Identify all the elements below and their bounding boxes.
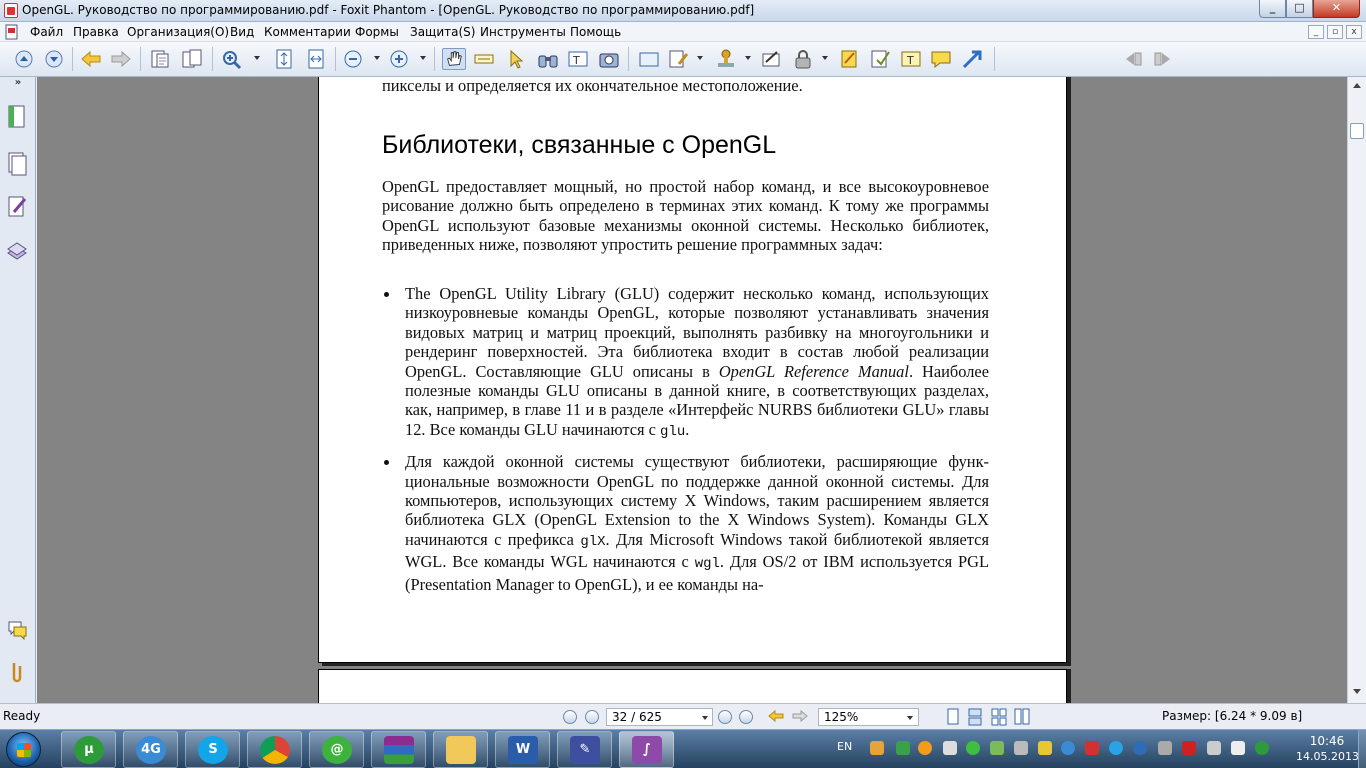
- italic-title: OpenGL Reference Manual: [718, 361, 909, 381]
- scroll-down-arrow[interactable]: [1353, 689, 1361, 694]
- tray-check-icon[interactable]: [896, 741, 910, 755]
- code-prefix: glX: [580, 533, 606, 550]
- list-item: [382, 452, 989, 594]
- find-next-icon[interactable]: [1150, 48, 1174, 70]
- mail-agent-icon: @: [322, 736, 352, 764]
- last-page-button[interactable]: [739, 710, 753, 724]
- bullet-list: [382, 284, 989, 604]
- zoom-in-icon[interactable]: [220, 48, 244, 70]
- two-page-view-icon[interactable]: [1014, 708, 1030, 726]
- open-file-icon[interactable]: [148, 48, 172, 70]
- menu-tools[interactable]: Инструменты: [480, 25, 566, 39]
- stamp-icon[interactable]: [714, 48, 738, 70]
- tray-notes-icon[interactable]: [1038, 741, 1052, 755]
- doc-restore-button[interactable]: ▫: [1327, 25, 1343, 39]
- pdf-page: [318, 77, 1067, 663]
- back-arrow-icon[interactable]: [79, 48, 103, 70]
- bullet-text: .: [685, 419, 690, 439]
- binoculars-icon[interactable]: [536, 48, 560, 70]
- intro-paragraph: OpenGL предоставляет мощный, но простой набор команд, и все высокоуровневое рисование должно быть определено в терминах этих команд. К тому же программы OpenGL используют базовые механизмы оконной системы. Несколько библиотек, приведенных ниже, позволяют упростить решение программных задач:: [382, 177, 989, 255]
- select-arrow-icon[interactable]: [505, 48, 529, 70]
- document-icon[interactable]: [5, 24, 19, 40]
- taskbar-app-chrome[interactable]: [247, 731, 302, 768]
- find-previous-icon[interactable]: [1122, 48, 1146, 70]
- tray-flag-icon[interactable]: [870, 741, 884, 755]
- tray-signal-icon[interactable]: [1207, 741, 1221, 755]
- menu-help[interactable]: Помощь: [570, 25, 622, 39]
- pdf-page-next: [318, 669, 1067, 703]
- note-dropdown-arrow[interactable]: [697, 56, 703, 60]
- bullet-text: . Для Microsoft Windows такой библиотекой является WGL. Все команды WGL начинаются с: [405, 529, 989, 572]
- forward-arrow-icon[interactable]: [109, 48, 133, 70]
- bullet-text: . Для OS/2 от IBM используется PGL (Presentation Manager to OpenGL), и ее команды на-: [405, 552, 989, 594]
- back-view-icon[interactable]: [768, 709, 784, 723]
- bullet-text: The OpenGL Utility Library (GLU) содержит несколько команд, использующих низкоуровневые команды OpenGL, которые позволяют устанавливать значения видовых матриц и матриц проекций, выполнять разбивку на многоугольники и рендеринг поверхностей. Эта библиотека входит в состав любой реализации OpenGL. Составляющие GLU описаны в: [405, 284, 989, 381]
- toolbar-separator: [140, 47, 141, 71]
- status-text: Ready: [3, 709, 41, 723]
- tray-volume-icon[interactable]: [943, 741, 957, 755]
- menu-view[interactable]: Вид: [230, 25, 255, 39]
- menu-edit[interactable]: Правка: [73, 25, 119, 39]
- menu-file[interactable]: Файл: [30, 25, 64, 39]
- snapshot-icon[interactable]: [597, 48, 621, 70]
- skype-icon: S: [198, 736, 228, 764]
- stamp-dropdown-arrow[interactable]: [745, 56, 751, 60]
- zoom-out-icon[interactable]: [341, 48, 365, 70]
- taskbar-app-mail-agent[interactable]: [309, 731, 364, 768]
- list-item: [382, 284, 989, 442]
- toolbar-separator: [628, 47, 629, 71]
- taskbar-app-reader[interactable]: [619, 731, 674, 768]
- vertical-scrollbar[interactable]: [1347, 77, 1366, 703]
- taskbar-app-winrar[interactable]: [371, 731, 426, 768]
- tray-network-icon[interactable]: [990, 741, 1004, 755]
- show-desktop-button[interactable]: [1358, 730, 1366, 768]
- rectangle-tool-icon[interactable]: [637, 48, 661, 70]
- facing-view-icon[interactable]: [991, 708, 1007, 726]
- taskbar-app-utorrent[interactable]: [61, 731, 116, 768]
- bullet-dot: [384, 460, 389, 465]
- previous-page-icon[interactable]: [12, 48, 36, 70]
- foxit-app-icon[interactable]: [4, 3, 18, 18]
- tray-bluetooth-icon[interactable]: [1133, 741, 1147, 755]
- scrollbar-thumb[interactable]: [1350, 123, 1364, 139]
- sign-icon[interactable]: [760, 48, 784, 70]
- typewriter-icon[interactable]: [566, 48, 590, 70]
- svg-text:T: T: [573, 54, 580, 67]
- minimize-button[interactable]: _: [1259, 0, 1286, 18]
- menu-bar: [0, 22, 1366, 42]
- lock-dropdown-arrow[interactable]: [822, 56, 828, 60]
- toolbar-separator: [212, 47, 213, 71]
- select-text-icon[interactable]: [472, 48, 496, 70]
- prev-page-button[interactable]: [585, 710, 599, 724]
- highlight-icon[interactable]: [838, 48, 862, 70]
- fit-page-icon[interactable]: [272, 48, 296, 70]
- continuous-view-icon[interactable]: [967, 708, 983, 726]
- reader-icon: ∫: [632, 736, 662, 764]
- fit-width-icon[interactable]: [304, 48, 328, 70]
- comments-panel-icon[interactable]: [6, 617, 28, 643]
- doc-minimize-button[interactable]: _: [1308, 25, 1324, 39]
- layers-panel-icon[interactable]: [6, 238, 28, 264]
- taskbar-app-word[interactable]: [495, 731, 550, 768]
- tray-monitor-icon[interactable]: [1014, 741, 1028, 755]
- code-prefix: glu: [660, 423, 686, 440]
- winrar-icon: [384, 736, 414, 764]
- start-button[interactable]: [6, 732, 41, 767]
- scroll-up-arrow[interactable]: [1353, 83, 1361, 88]
- language-indicator[interactable]: EN: [837, 740, 853, 753]
- zoom-plus-dropdown-arrow[interactable]: [420, 56, 426, 60]
- toolbar-separator: [434, 47, 435, 71]
- folder-icon: [446, 736, 476, 764]
- single-page-view-icon[interactable]: [945, 708, 961, 726]
- zoom-out-dropdown-arrow[interactable]: [374, 56, 380, 60]
- tray-skype-icon[interactable]: [1109, 741, 1123, 755]
- bullet-dot: [384, 292, 389, 297]
- code-prefix: wgl: [694, 556, 720, 573]
- word-icon: W: [508, 736, 538, 764]
- title-bar: [0, 0, 1366, 22]
- taskbar-app-skype[interactable]: [185, 731, 240, 768]
- bullet-text: . Наиболее полезные команды GLU описаны в данной книге, в соответствующих разделах, как, например, в главе 11 и в разделе «Интерфейс NURBS библиотеки GLU» главы 12. Все команды GLU начинаются с: [405, 361, 989, 439]
- zoom-plus-icon[interactable]: [387, 48, 411, 70]
- hand-tool-icon[interactable]: [442, 48, 466, 70]
- page-size-label: Размер: [6.24 * 9.09 в]: [1162, 709, 1303, 723]
- taskbar: [0, 729, 1366, 768]
- utorrent-icon: µ: [74, 736, 104, 764]
- section-heading: Библиотеки, связанные с OpenGL: [382, 131, 777, 159]
- chrome-icon: [260, 736, 290, 764]
- page-dropdown-arrow: [702, 716, 708, 720]
- 4g-modem-icon: 4G: [136, 736, 166, 764]
- annotations-panel-icon[interactable]: [6, 194, 28, 220]
- zoom-level-dropdown-arrow: [907, 716, 913, 720]
- next-page-icon[interactable]: [42, 48, 66, 70]
- window-title: OpenGL. Руководство по программированию.pdf - Foxit Phantom - [OpenGL. Руководство по программированию.pdf]: [22, 3, 755, 17]
- tray-antivirus-icon[interactable]: [1085, 741, 1099, 755]
- doc-close-button[interactable]: x: [1346, 25, 1362, 39]
- bullet-text: Для каждой оконной системы существуют библиотеки, расширяющие функциональные возможности OpenGL по поддержке данной оконной системы. Для компьютеров, использующих систему X Windows, таким расширением является библиотека GLX (OpenGL Extension to the X Windows System). Команды GLX начинаются с префикса: [405, 452, 989, 549]
- arrow-tool-icon[interactable]: [960, 48, 984, 70]
- taskbar-app-4g[interactable]: [123, 731, 178, 768]
- toolbar-separator: [994, 47, 995, 71]
- clock-time[interactable]: 10:46: [1309, 734, 1345, 748]
- tray-4g-icon[interactable]: [1061, 741, 1075, 755]
- foxit-phantom-icon: ✎: [570, 736, 600, 764]
- tray-utorrent-icon[interactable]: [1255, 741, 1269, 755]
- tray-speaker-icon[interactable]: [1231, 741, 1245, 755]
- next-page-button[interactable]: [718, 710, 732, 724]
- attachments-panel-icon[interactable]: [6, 659, 28, 685]
- close-button[interactable]: ✕: [1313, 0, 1360, 18]
- clock-date[interactable]: 14.05.2013: [1296, 750, 1359, 763]
- menu-protect[interactable]: Защита(S): [410, 25, 476, 39]
- page-number-field[interactable]: 32 / 625: [606, 708, 713, 726]
- tray-pdf-icon[interactable]: [1182, 741, 1196, 755]
- menu-organize[interactable]: Организация(O): [127, 25, 230, 39]
- menu-forms[interactable]: Формы: [355, 25, 399, 39]
- toolbar: [0, 42, 1366, 77]
- comment-icon[interactable]: [929, 48, 953, 70]
- lock-icon[interactable]: [791, 48, 815, 70]
- bookmarks-panel-icon[interactable]: [6, 104, 28, 130]
- toolbar-separator: [335, 47, 336, 71]
- edit-text-icon[interactable]: [868, 48, 892, 70]
- taskbar-app-explorer[interactable]: [433, 731, 488, 768]
- tray-icq-icon[interactable]: [966, 741, 980, 755]
- toolbar-separator: [72, 47, 73, 71]
- taskbar-app-foxit[interactable]: [557, 731, 612, 768]
- pages-icon[interactable]: [180, 48, 204, 70]
- carryover-line: пикселы и определяется их окончательное местоположение.: [382, 77, 803, 95]
- forward-view-icon[interactable]: [792, 709, 808, 723]
- textbox-icon[interactable]: [899, 48, 923, 70]
- zoom-dropdown-arrow[interactable]: [254, 56, 260, 60]
- first-page-button[interactable]: [563, 710, 577, 724]
- tray-update-icon[interactable]: [918, 741, 932, 755]
- note-pencil-icon[interactable]: [667, 48, 691, 70]
- document-view[interactable]: [37, 77, 1347, 703]
- zoom-level-field[interactable]: 125%: [818, 708, 919, 726]
- maximize-button[interactable]: □: [1286, 0, 1313, 18]
- status-bar: [0, 703, 1366, 729]
- panel-expand-icon[interactable]: »: [14, 77, 22, 88]
- tray-usb-icon[interactable]: [1158, 741, 1172, 755]
- svg-text:T: T: [907, 54, 914, 67]
- menu-comments[interactable]: Комментарии: [264, 25, 351, 39]
- pages-panel-icon[interactable]: [6, 150, 28, 176]
